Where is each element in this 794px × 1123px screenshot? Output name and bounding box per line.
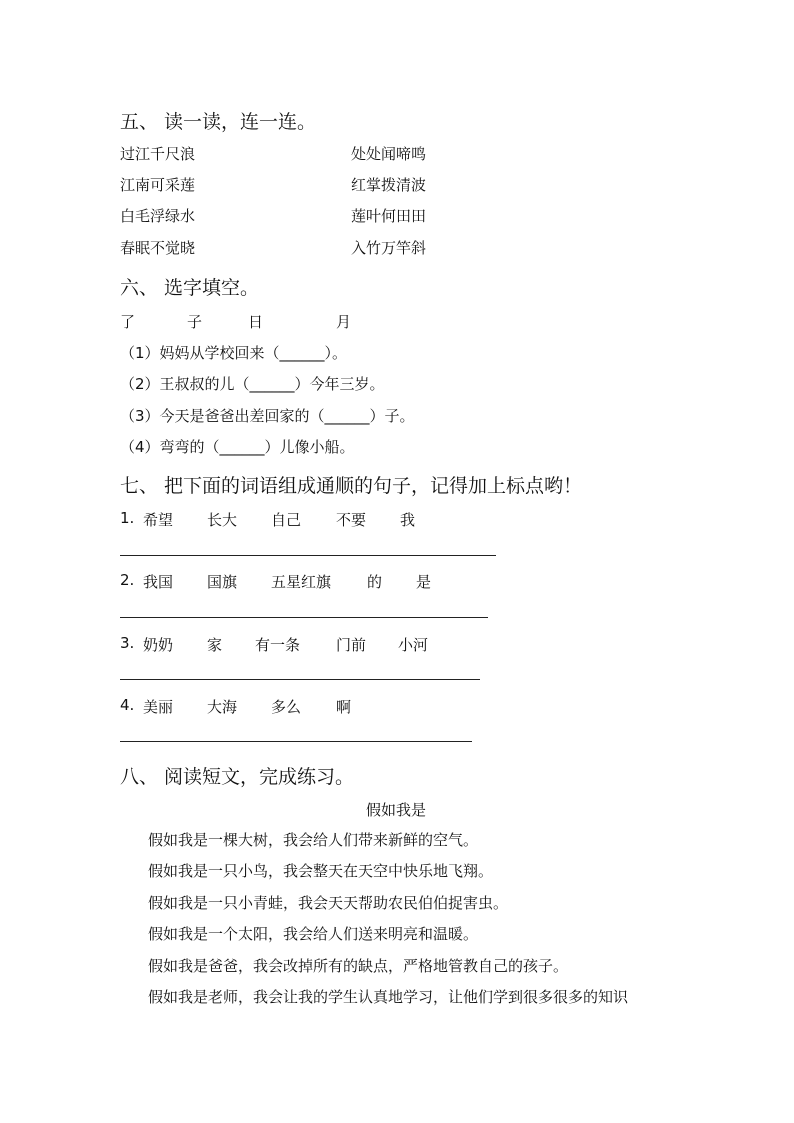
item-3-word-1: 奶奶 [143, 636, 174, 654]
poem-line-right-3: 莲叶何田田 [351, 207, 427, 225]
item-1-word-5: 我 [400, 511, 416, 529]
section-8-title: 八、 阅读短文，完成练习。 [120, 766, 355, 788]
passage-title: 假如我是 [366, 801, 427, 819]
item-4-number: 4. [120, 696, 135, 714]
item-1-word-2: 长大 [207, 511, 238, 529]
section-5-title: 五、 读一读，连一连。 [120, 111, 317, 133]
answer-line-2 [120, 617, 488, 618]
item-4-word-4: 啊 [336, 698, 352, 716]
option-char-1: 了 [120, 313, 136, 331]
item-3-word-2: 家 [207, 636, 223, 654]
fill-question-2: （2）王叔叔的儿（______）今年三岁。 [120, 375, 385, 393]
poem-line-right-4: 入竹万竿斜 [351, 239, 427, 257]
poem-line-left-4: 春眠不觉晓 [120, 239, 196, 257]
option-char-3: 日 [248, 313, 264, 331]
item-1-number: 1. [120, 509, 135, 527]
answer-line-1 [120, 555, 496, 556]
answer-line-4 [120, 741, 472, 742]
poem-line-right-2: 红掌拨清波 [351, 176, 427, 194]
passage-paragraph-3: 假如我是一只小青蛙，我会天天帮助农民伯伯捉害虫。 [148, 894, 509, 912]
passage-paragraph-5: 假如我是爸爸，我会改掉所有的缺点，严格地管教自己的孩子。 [148, 957, 569, 975]
fill-question-1: （1）妈妈从学校回来（______）。 [120, 344, 348, 362]
item-2-word-4: 的 [367, 573, 383, 591]
item-1-word-4: 不要 [336, 511, 367, 529]
item-2-word-1: 我国 [143, 573, 174, 591]
option-char-2: 子 [187, 313, 203, 331]
section-6-title: 六、 选字填空。 [120, 277, 260, 299]
option-char-4: 月 [336, 313, 352, 331]
item-1-word-3: 自己 [271, 511, 302, 529]
item-2-word-5: 是 [416, 573, 432, 591]
item-3-number: 3. [120, 634, 135, 652]
item-3-word-3: 有一条 [255, 636, 301, 654]
section-7-title: 七、 把下面的词语组成通顺的句子，记得加上标点哟！ [120, 475, 583, 497]
poem-line-left-1: 过江千尺浪 [120, 145, 196, 163]
poem-line-left-3: 白毛浮绿水 [120, 207, 196, 225]
item-2-word-3: 五星红旗 [271, 573, 332, 591]
item-4-word-3: 多么 [271, 698, 302, 716]
answer-line-3 [120, 679, 480, 680]
item-1-word-1: 希望 [143, 511, 174, 529]
item-3-word-5: 小河 [398, 636, 429, 654]
passage-paragraph-6: 假如我是老师，我会让我的学生认真地学习，让他们学到很多很多的知识 [148, 988, 629, 1006]
item-4-word-2: 大海 [207, 698, 238, 716]
item-4-word-1: 美丽 [143, 698, 174, 716]
passage-paragraph-4: 假如我是一个太阳，我会给人们送来明亮和温暖。 [148, 925, 479, 943]
fill-question-4: （4）弯弯的（______）儿像小船。 [120, 438, 355, 456]
item-2-word-2: 国旗 [207, 573, 238, 591]
passage-paragraph-2: 假如我是一只小鸟，我会整天在天空中快乐地飞翔。 [148, 862, 494, 880]
poem-line-left-2: 江南可采莲 [120, 176, 196, 194]
poem-line-right-1: 处处闻啼鸣 [351, 145, 427, 163]
item-2-number: 2. [120, 571, 135, 589]
passage-paragraph-1: 假如我是一棵大树，我会给人们带来新鲜的空气。 [148, 831, 479, 849]
item-3-word-4: 门前 [336, 636, 367, 654]
fill-question-3: （3）今天是爸爸出差回家的（______）子。 [120, 407, 415, 425]
